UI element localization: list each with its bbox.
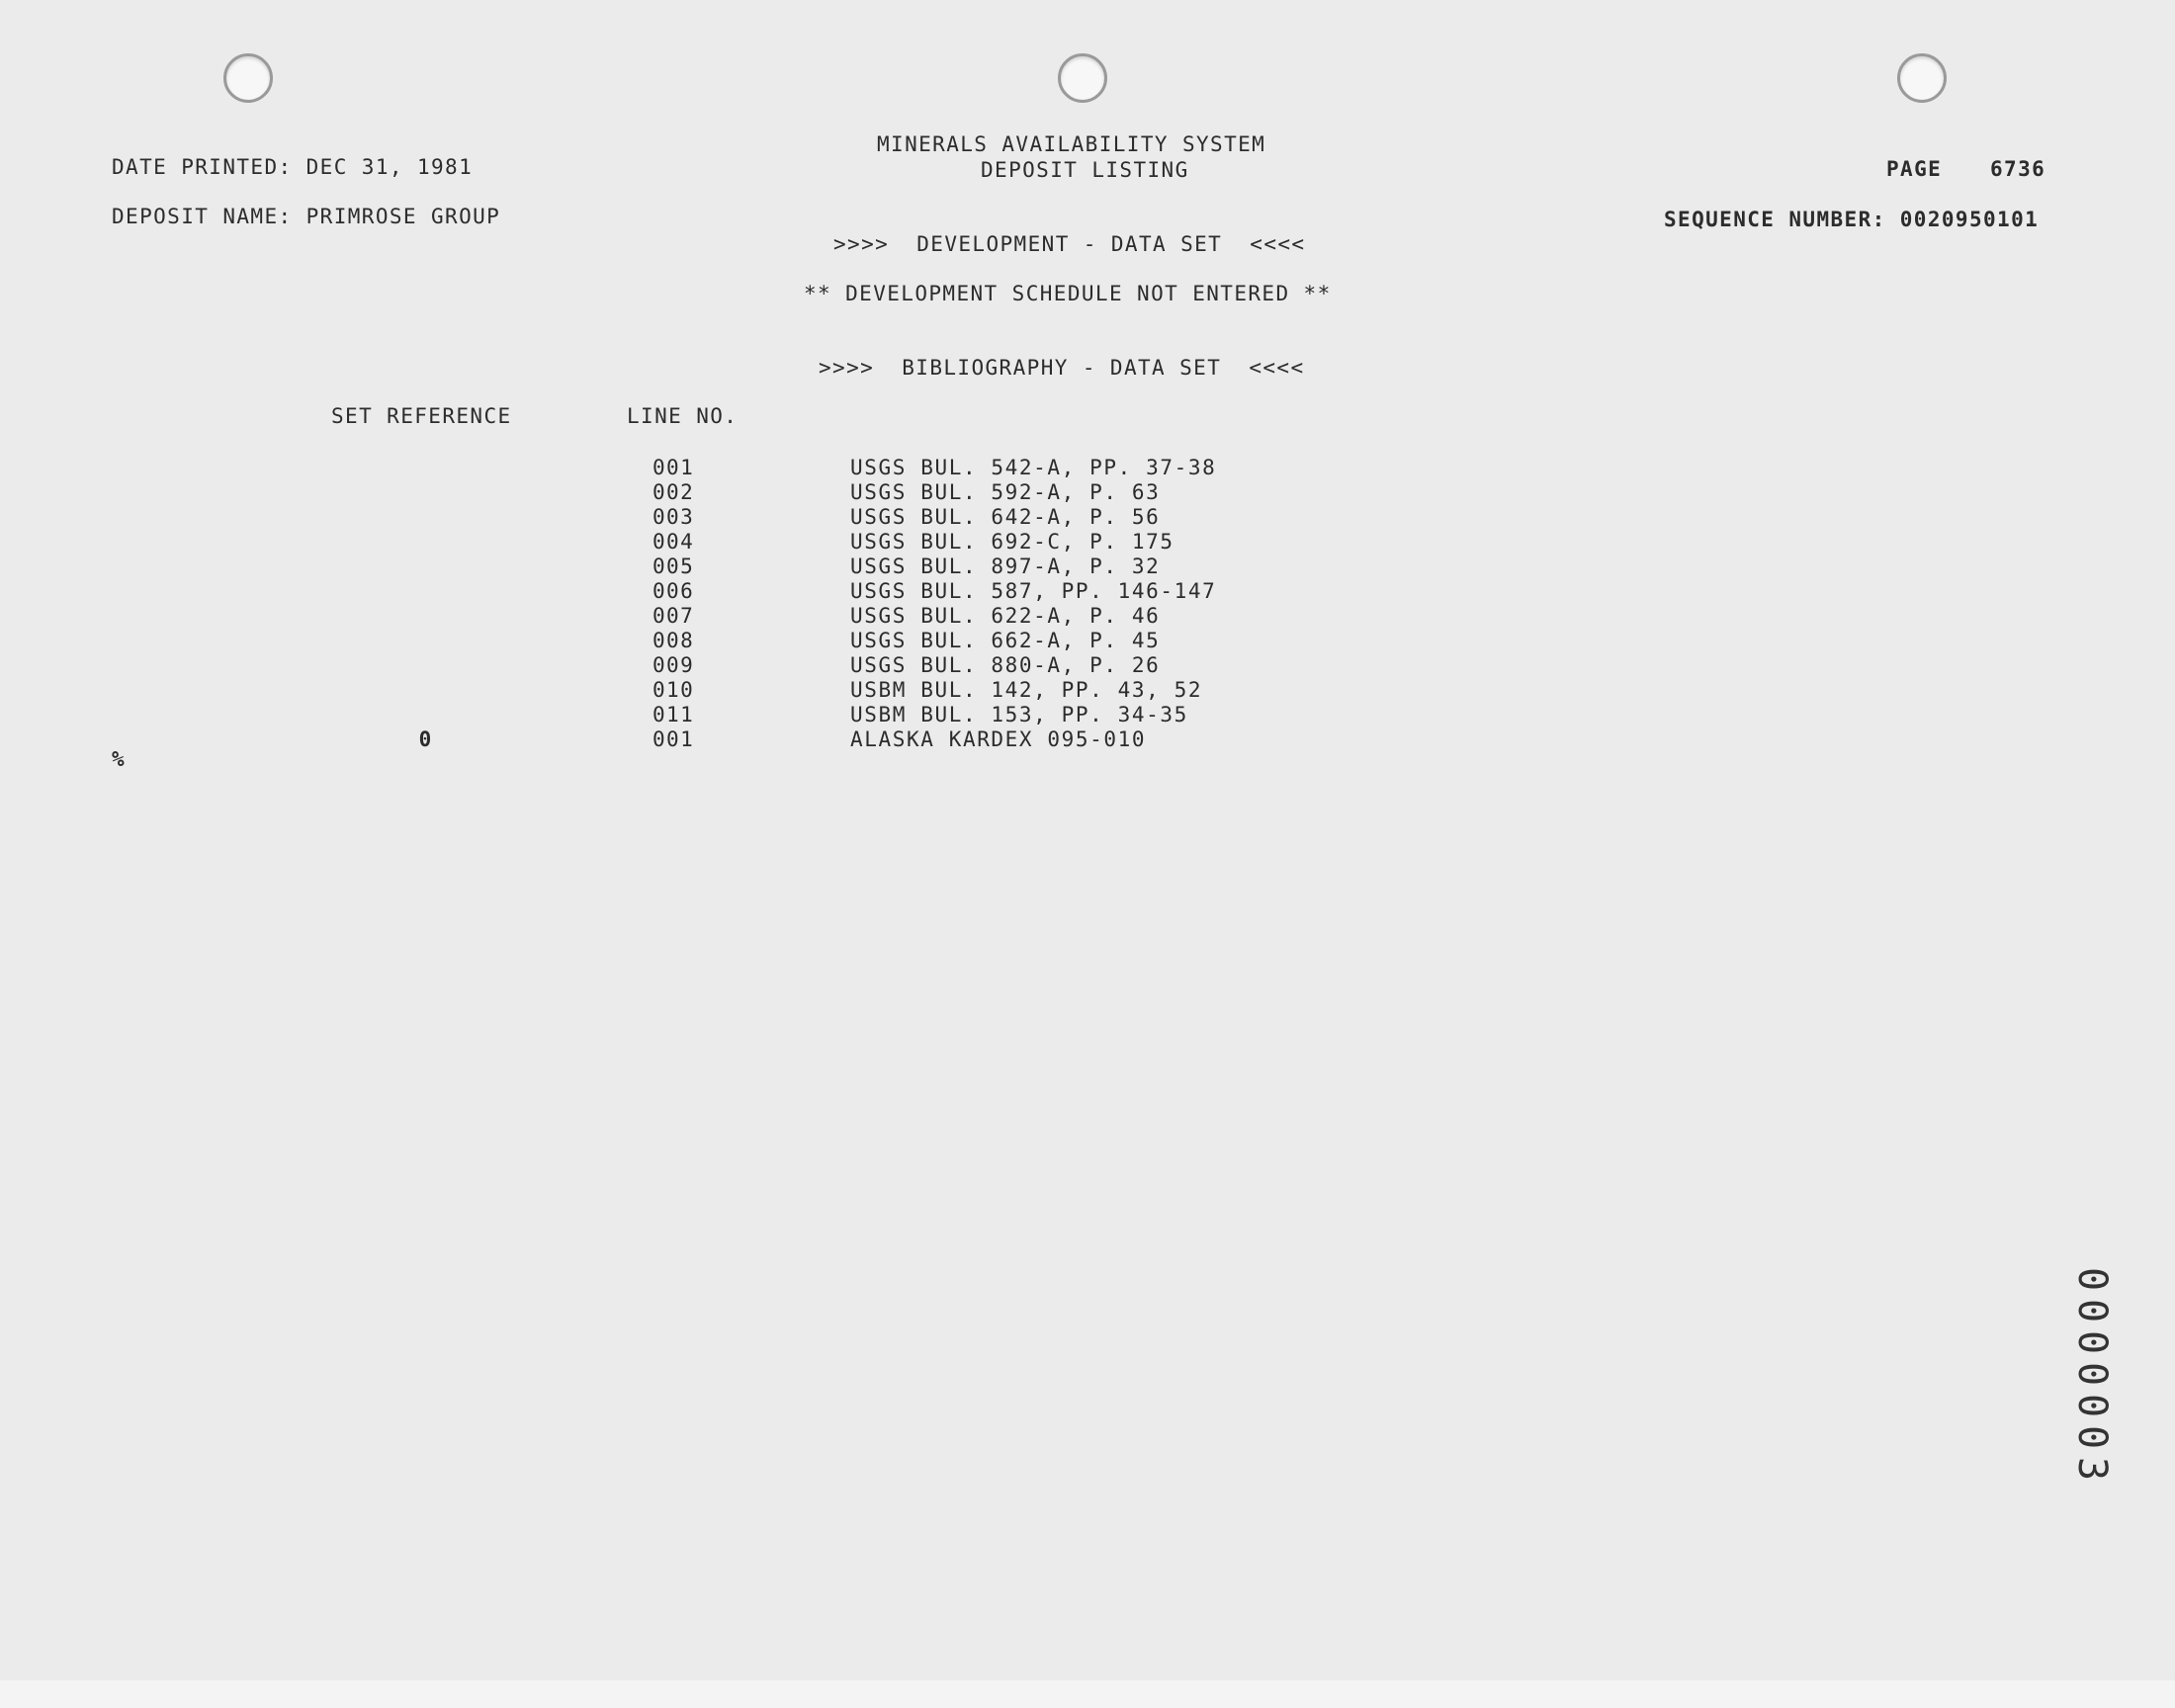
reference-text: USGS BUL. 592-A, P. 63 (850, 480, 1161, 504)
reference-text: USGS BUL. 622-A, P. 46 (850, 604, 1161, 628)
line-number: 009 (652, 653, 695, 677)
reference-text: USGS BUL. 897-A, P. 32 (850, 555, 1161, 578)
punch-hole-center (1058, 53, 1107, 103)
column-header-set-reference: SET REFERENCE (331, 404, 512, 428)
page-number: 6736 (1990, 157, 2046, 181)
bibliography-list (418, 456, 1217, 752)
set-reference (376, 456, 652, 480)
reference-text: ALASKA KARDEX 095-010 (850, 727, 1147, 751)
frame-number-stamp (2069, 1263, 2115, 1485)
list-item (652, 703, 1216, 727)
reference-text: USBM BUL. 142, PP. 43, 52 (850, 678, 1203, 702)
stamp-digit: 0 (2069, 1361, 2115, 1387)
punch-hole-left (223, 53, 273, 103)
reference-text: USGS BUL. 880-A, P. 26 (850, 653, 1161, 677)
set-reference (376, 555, 652, 579)
reference-text: USGS BUL. 692-C, P. 175 (850, 530, 1174, 554)
line-number: 008 (652, 629, 695, 652)
line-number: 007 (652, 604, 695, 628)
line-number: 005 (652, 555, 695, 578)
set-reference (376, 653, 652, 678)
stamp-digit (2069, 1263, 2115, 1485)
system-title: MINERALS AVAILABILITY SYSTEM (877, 132, 1266, 156)
line-number: 004 (652, 530, 695, 554)
list-item (418, 727, 1216, 752)
set-reference: 0 (418, 727, 432, 751)
reference-text: USGS BUL. 542-A, PP. 37-38 (850, 456, 1217, 479)
date-printed: DATE PRINTED: DEC 31, 1981 (112, 155, 474, 179)
development-note: ** DEVELOPMENT SCHEDULE NOT ENTERED ** (804, 282, 1332, 305)
deposit-name: DEPOSIT NAME: PRIMROSE GROUP (112, 205, 501, 228)
list-item (652, 653, 1216, 678)
stamp-digit: 3 (2069, 1456, 2115, 1482)
list-item (652, 456, 1216, 480)
set-reference (376, 579, 652, 604)
scan-bottom-edge (0, 1680, 2175, 1708)
set-reference (376, 480, 652, 505)
line-number: 003 (652, 505, 695, 529)
set-reference (376, 505, 652, 530)
stamp-digit: 0 (2069, 1266, 2115, 1292)
reference-text: USGS BUL. 662-A, P. 45 (850, 629, 1161, 652)
end-marker: % (112, 747, 127, 771)
reference-text: USGS BUL. 642-A, P. 56 (850, 505, 1161, 529)
line-number: 006 (652, 579, 695, 603)
list-item (652, 678, 1216, 703)
column-header-line-no: LINE NO. (627, 404, 739, 428)
stamp-digit: 0 (2069, 1298, 2115, 1324)
line-number: 001 (652, 456, 695, 479)
list-item (652, 604, 1216, 629)
development-heading: >>>> DEVELOPMENT - DATA SET <<<< (833, 232, 1306, 256)
listing-title: DEPOSIT LISTING (981, 158, 1189, 182)
line-number: 002 (652, 480, 695, 504)
line-number: 011 (652, 703, 695, 726)
bibliography-heading: >>>> BIBLIOGRAPHY - DATA SET <<<< (819, 356, 1305, 380)
set-reference (376, 530, 652, 555)
set-reference (376, 678, 652, 703)
list-item (652, 555, 1216, 579)
list-item (652, 505, 1216, 530)
line-number: 010 (652, 678, 695, 702)
list-item (652, 579, 1216, 604)
set-reference (376, 703, 652, 727)
list-item (652, 629, 1216, 653)
stamp-digit: 0 (2069, 1393, 2115, 1418)
list-item (652, 480, 1216, 505)
reference-text: USBM BUL. 153, PP. 34-35 (850, 703, 1188, 726)
page-label: PAGE (1886, 157, 1943, 181)
line-number: 001 (652, 727, 695, 751)
punch-hole-right (1897, 53, 1947, 103)
set-reference (376, 604, 652, 629)
set-reference (376, 629, 652, 653)
list-item (652, 530, 1216, 555)
reference-text: USGS BUL. 587, PP. 146-147 (850, 579, 1217, 603)
sequence-number: SEQUENCE NUMBER: 0020950101 (1664, 208, 2040, 231)
stamp-digit: 0 (2069, 1424, 2115, 1450)
stamp-digit: 0 (2069, 1329, 2115, 1355)
